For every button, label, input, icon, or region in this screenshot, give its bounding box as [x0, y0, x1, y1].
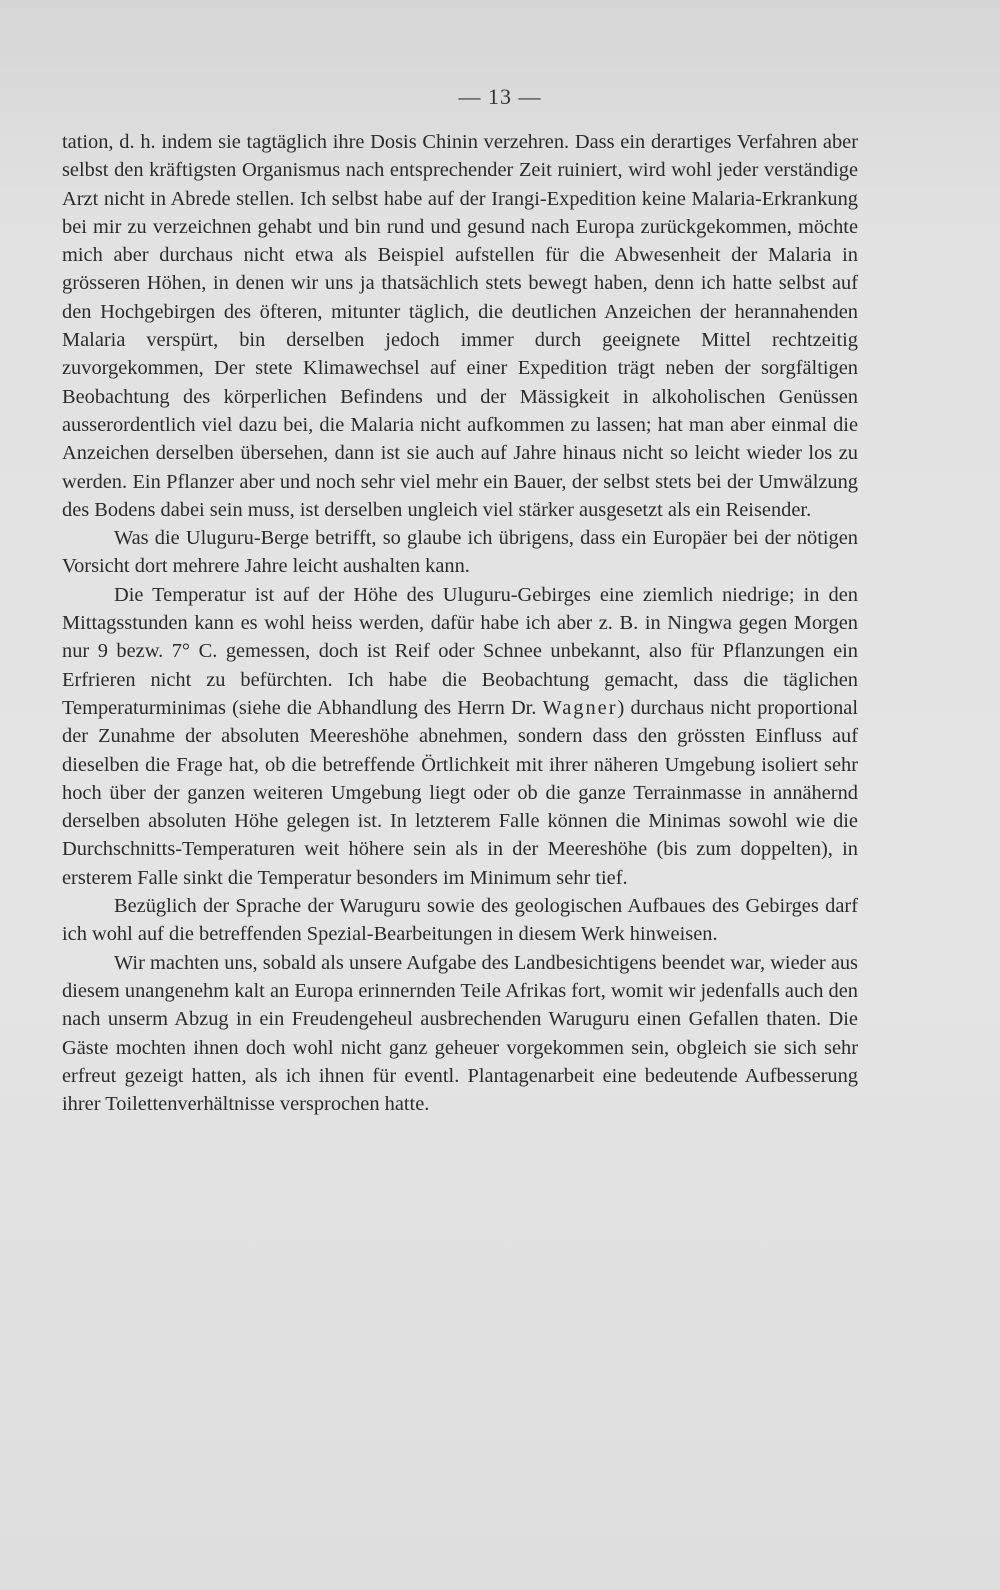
page-number: — 13 —	[458, 84, 542, 109]
paragraph-uluguru-berge: Was die Uluguru-Berge betrifft, so glaube ich übrigens, dass ein Europäer bei der nötigen Vorsicht dort mehrere Jahre leicht aushalten kann.	[62, 527, 858, 578]
paragraph-temperatur-part-2: ) durchaus nicht proportional der Zunahme der absoluten Meereshöhe abnehmen, sondern dass den grössten Einfluss auf dieselben die Frage hat, ob die betreffende Örtlichkeit mit ihrer näheren Umgebung isoliert sehr hoch über der ganzen weiteren Umgebung liegt oder ob die ganze Terrainmasse in annähernd derselben absoluten Höhe gelegen ist. In letzterem Falle können die Minimas sowohl wie die Durchschnitts-Temperaturen weit höhere sein als in der Meereshöhe (bis zum doppelten), in ersterem Falle sinkt die Temperatur besonders im Minimum sehr tief.	[62, 696, 858, 889]
body-text	[62, 128, 858, 1118]
paragraph-sprache: Bezüglich der Sprache der Waruguru sowie des geologischen Aufbaues des Gebirges darf ich wohl auf die betreffenden Spezial-Bearbeitungen in diesem Werk hinweisen.	[62, 895, 858, 946]
paragraph-temperatur	[62, 581, 858, 892]
author-name-wagner: Wagner	[542, 696, 618, 719]
paragraph-temperatur-part-1: Die Temperatur ist auf der Höhe des Uluguru-Gebirges eine ziemlich niedrige; in den Mittagsstunden kann es wohl heiss werden, dafür habe ich aber z. B. in Ningwa gegen Morgen nur 9 bezw. 7° C. gemessen, doch ist Reif oder Schnee unbekannt, also für Pflanzungen ein Erfrieren nicht zu befürchten. Ich habe die Beobachtung gemacht, dass die täglichen Temperaturminimas (siehe die Abhandlung des Herrn Dr.	[62, 583, 858, 719]
paragraph-abreise: Wir machten uns, sobald als unsere Aufgabe des Landbesichtigens beendet war, wieder aus diesem unangenehm kalt an Europa erinnernden Teile Afrikas fort, womit wir jedenfalls auch den nach unserm Abzug in ein Freudengeheul ausbrechenden Waruguru einen Gefallen thaten. Die Gäste mochten ihnen doch wohl nicht ganz geheuer vorgekommen sein, obgleich sie sich sehr erfreut gezeigt hatten, als ich ihnen für eventl. Plantagenarbeit eine bedeutende Aufbesserung ihrer Toilettenverhältnisse versprochen hatte.	[62, 951, 858, 1116]
paragraph-continuation: tation, d. h. indem sie tagtäglich ihre Dosis Chinin verzehren. Dass ein derartiges Verfahren aber selbst den kräftigsten Organismus nach entsprechender Zeit ruiniert, wird wohl jeder verständige Arzt nicht in Abrede stellen. Ich selbst habe auf der Irangi-Expedition keine Malaria-Erkrankung bei mir zu verzeichnen gehabt und bin rund und gesund nach Europa zurückgekommen, möchte mich aber durchaus nicht etwa als Beispiel aufstellen für die Abwesenheit der Malaria in grösseren Höhen, in denen wir uns ja thatsächlich stets bewegt haben, denn ich hatte selbst auf den Hochgebirgen des öfteren, mitunter täglich, die deutlichen Anzeichen der herannahenden Malaria verspürt, bin derselben jedoch immer durch geeignete Mittel rechtzeitig zuvorgekommen, Der stete Klimawechsel auf einer Expedition trägt neben der sorgfältigen Beobachtung des körperlichen Befindens und der Mässigkeit in alkoholischen Genüssen ausserordentlich viel dazu bei, die Malaria nicht aufkommen zu lassen; hat man aber einmal die Anzeichen derselben übersehen, dann ist sie auch auf Jahre hinaus nicht so leicht wieder los zu werden. Ein Pflanzer aber und noch sehr viel mehr ein Bauer, der selbst stets bei der Umwälzung des Bodens dabei sein muss, ist derselben ungleich viel stärker ausgesetzt als ein Reisender.	[62, 131, 858, 521]
